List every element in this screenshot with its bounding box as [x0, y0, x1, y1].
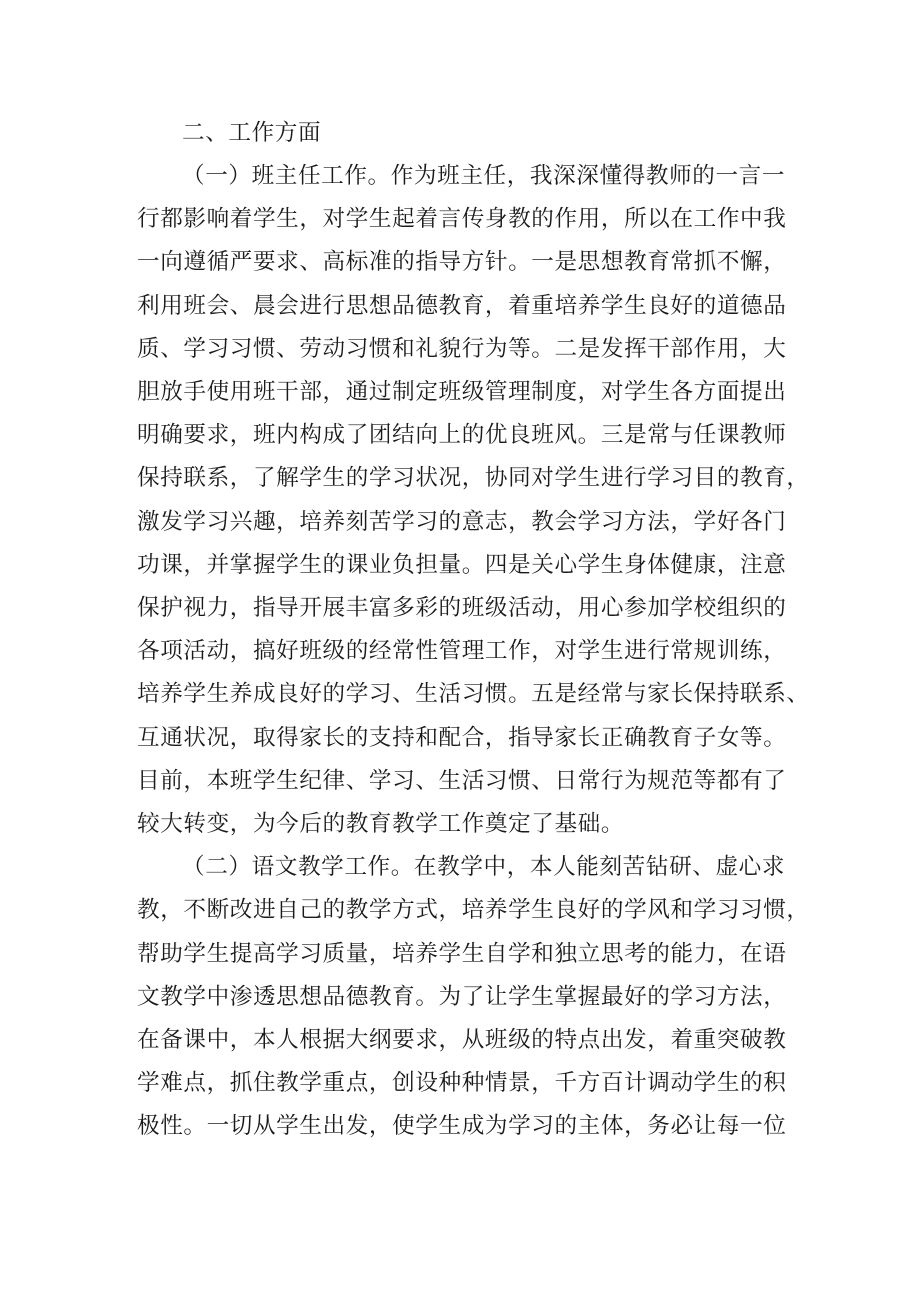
paragraph-line: 保持联系，了解学生的学习状况，协同对学生进行学习目的教育， [137, 465, 810, 491]
paragraph-line: 帮助学生提高学习质量，培养学生自学和独立思考的能力，在语 [137, 941, 787, 967]
paragraph-line: 在备课中，本人根据大纲要求，从班级的特点出发，着重突破教 [137, 1027, 787, 1053]
paragraph-line: 文教学中渗透思想品德教育。为了让学生掌握最好的学习方法， [137, 984, 787, 1010]
paragraph-line: 各项活动，搞好班级的经常性管理工作，对学生进行常规训练， [137, 638, 787, 664]
paragraph-line: 教，不断改进自己的教学方式，培养学生良好的学风和学习习惯， [137, 897, 810, 923]
paragraph-line: （一）班主任工作。作为班主任，我深深懂得教师的一言一 [182, 163, 786, 189]
paragraph-line: 一向遵循严要求、高标准的指导方针。一是思想教育常抓不懈， [137, 249, 787, 275]
paragraph-line: 极性。一切从学生出发，使学生成为学习的主体，务必让每一位 [137, 1113, 787, 1139]
paragraph-line: 互通状况，取得家长的支持和配合，指导家长正确教育子女等。 [137, 725, 787, 751]
paragraph-line: 行都影响着学生，对学生起着言传身教的作用，所以在工作中我 [137, 206, 787, 232]
paragraph-line: 明确要求，班内构成了团结向上的优良班风。三是常与任课教师 [137, 422, 787, 448]
section-heading: 二、工作方面 [182, 120, 322, 146]
paragraph-line: 功课，并掌握学生的课业负担量。四是关心学生身体健康，注意 [137, 552, 787, 578]
paragraph-line: 目前，本班学生纪律、学习、生活习惯、日常行为规范等都有了 [137, 768, 787, 794]
paragraph-line: 质、学习习惯、劳动习惯和礼貌行为等。二是发挥干部作用，大 [137, 336, 787, 362]
paragraph-line: 学难点，抓住教学重点，创设种种情景，千方百计调动学生的积 [137, 1070, 787, 1096]
paragraph-line: 保护视力，指导开展丰富多彩的班级活动，用心参加学校组织的 [137, 595, 787, 621]
paragraph-line: （二）语文教学工作。在教学中，本人能刻苦钻研、虚心求 [182, 854, 786, 880]
paragraph-line: 较大转变，为今后的教育教学工作奠定了基础。 [137, 811, 625, 837]
paragraph-line: 利用班会、晨会进行思想品德教育，着重培养学生良好的道德品 [137, 293, 787, 319]
paragraph-line: 胆放手使用班干部，通过制定班级管理制度，对学生各方面提出 [137, 379, 787, 405]
paragraph-line: 培养学生养成良好的学习、生活习惯。五是经常与家长保持联系、 [137, 681, 810, 707]
paragraph-line: 激发学习兴趣，培养刻苦学习的意志，教会学习方法，学好各门 [137, 509, 787, 535]
